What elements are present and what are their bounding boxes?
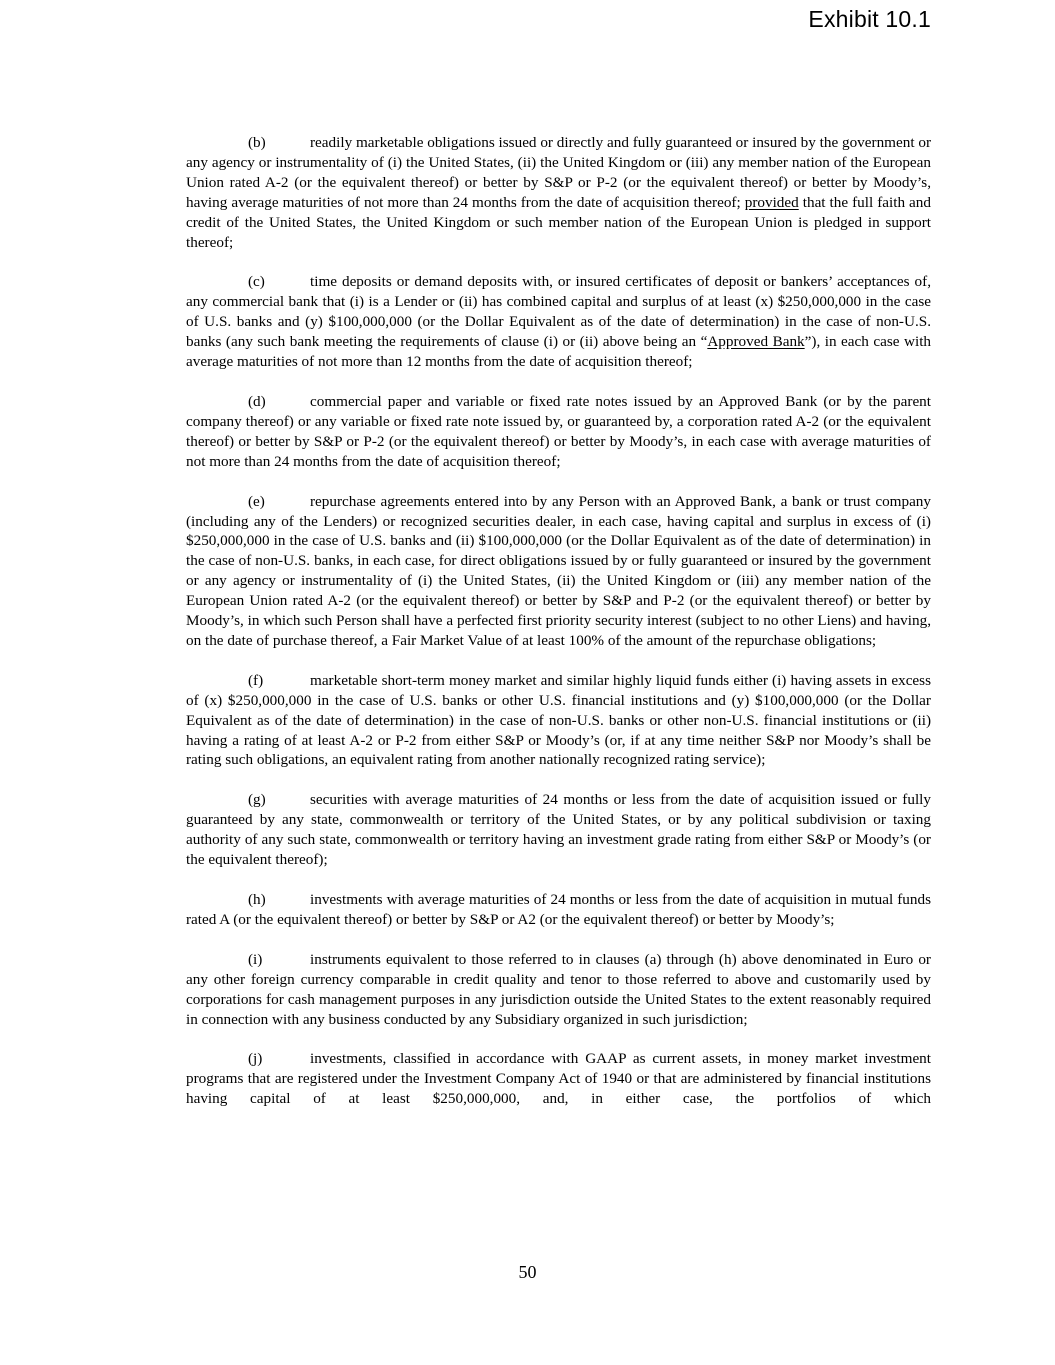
clause-text: repurchase agreements entered into by any Person with an Approved Bank, a bank or trust company (including any of the Lenders) or recognized securities dealer, in each case, having capital and surplus in excess of (i) $250,000,000 in the case of U.S. banks and (ii) $100,000,000 (or the Dollar Equivalent as of the date of determination) in the case of non-U.S. banks, in each case, for direct obligations issued by or fully guaranteed or insured by the government or any agency or instrumentality of (i) the United States, (ii) the United Kingdom or (iii) any member nation of the European Union rated A-2 (or the equivalent thereof) or better by S&P and P-2 (or the equivalent thereof) or better by Moody’s, in which such Person shall have a perfected first priority security interest (subject to no other Liens) and having, on the date of purchase thereof, a Fair Market Value of at least 100% of the amount of the repurchase obligations;	[186, 492, 931, 649]
exhibit-label: Exhibit 10.1	[808, 6, 931, 32]
clause-marker: (f)	[248, 671, 264, 689]
clause-b	[186, 133, 931, 252]
clause-text: commercial paper and variable or fixed rate notes issued by an Approved Bank (or by the parent company thereof) or any variable or fixed rate note issued by, or guaranteed by, a corporation rated A-2 (or the equivalent thereof) or better by S&P or P-2 (or the equivalent thereof) or better by Moody’s, in each case with average maturities of not more than 24 months from the date of acquisition thereof;	[186, 392, 931, 470]
clause-text: readily marketable obligations issued or directly and fully guaranteed or insured by the government or any agency or instrumentality of (i) the United States, (ii) the United Kingdom or (iii) any member nation of the European Union rated A-2 (or the equivalent thereof) or better by S&P or P-2 (or the equivalent thereof) or better by Moody’s, having average maturities of not more than 24 months from the date of acquisition thereof;	[186, 134, 931, 211]
defined-term-provided: provided	[744, 193, 799, 211]
clause-j	[186, 1049, 931, 1109]
clause-g	[186, 790, 931, 870]
clause-text: instruments equivalent to those referred to in clauses (a) through (h) above denominated in Euro or any other foreign currency comparable in credit quality and tenor to those referred to above and customarily used by corporations for cash management purposes in any jurisdiction outside the United States to the extent reasonably required in connection with any business conducted by any Subsidiary organized in such jurisdiction;	[186, 950, 931, 1028]
clause-marker: (e)	[248, 492, 265, 510]
clause-text: securities with average maturities of 24 months or less from the date of acquisition issued or fully guaranteed by any state, commonwealth or territory of the United States, or by any political subdivision or taxing authority of any such state, commonwealth or territory having an investment grade rating from either S&P or Moody’s (or the equivalent thereof);	[186, 791, 931, 869]
clause-text: investments with average maturities of 24 months or less from the date of acquisition in mutual funds rated A (or the equivalent thereof) or better by S&P or A2 (or the equivalent thereof) or better by Moody’s;	[186, 891, 931, 928]
clause-text-continued: ”), in each case with average maturities of not more than 12 months from the date of acquisition thereof;	[186, 333, 932, 371]
clause-marker: (c)	[248, 273, 265, 291]
clause-d	[186, 392, 931, 472]
clause-e	[186, 492, 931, 651]
clause-marker: (g)	[248, 791, 266, 809]
page-number: 50	[518, 1262, 537, 1282]
clause-text: marketable short-term money market and similar highly liquid funds either (i) having assets in excess of (x) $250,000,000 in the case of U.S. banks or other U.S. financial institutions and (y) $100,000,000 (or the Dollar Equivalent as of the date of determination) in the case of non-U.S. banks or other non-U.S. financial institutions or (ii) having a rating of at least A-2 or P-2 from either S&P or Moody’s (or, if at any time neither S&P nor Moody’s shall be rating such obligations, an equivalent rating from another nationally recognized rating service);	[186, 671, 931, 769]
clause-marker: (h)	[248, 891, 266, 908]
clause-h	[186, 890, 931, 930]
clause-marker: (d)	[248, 392, 266, 410]
clause-f	[186, 671, 931, 771]
clause-marker: (b)	[248, 134, 266, 151]
clause-text: investments, classified in accordance with GAAP as current assets, in money market investment programs that are registered under the Investment Company Act of 1940 or that are administered by financial institutions having capital of at least $250,000,000, and, in either case, the portfolios of which	[186, 1050, 931, 1108]
document-body	[186, 133, 931, 1129]
defined-term-approved-bank: Approved Bank	[707, 333, 805, 351]
clause-text-continued: that the full faith and credit of the United States, the United Kingdom or such member nation of the European Union is pledged in support thereof;	[186, 193, 931, 251]
clause-c	[186, 272, 931, 372]
clause-marker: (j)	[248, 1050, 263, 1068]
clause-text: time deposits or demand deposits with, or insured certificates of deposit or bankers’ acceptances of, any commercial bank that (i) is a Lender or (ii) has combined capital and surplus of at least (x) $250,000,000 in the case of U.S. banks and (y) $100,000,000 (or the Dollar Equivalent as of the date of determination) in the case of non-U.S. banks (any such bank meeting the requirements of clause (i) or (ii) above being an “	[186, 273, 931, 351]
clause-marker: (i)	[248, 950, 263, 968]
clause-i	[186, 950, 931, 1030]
